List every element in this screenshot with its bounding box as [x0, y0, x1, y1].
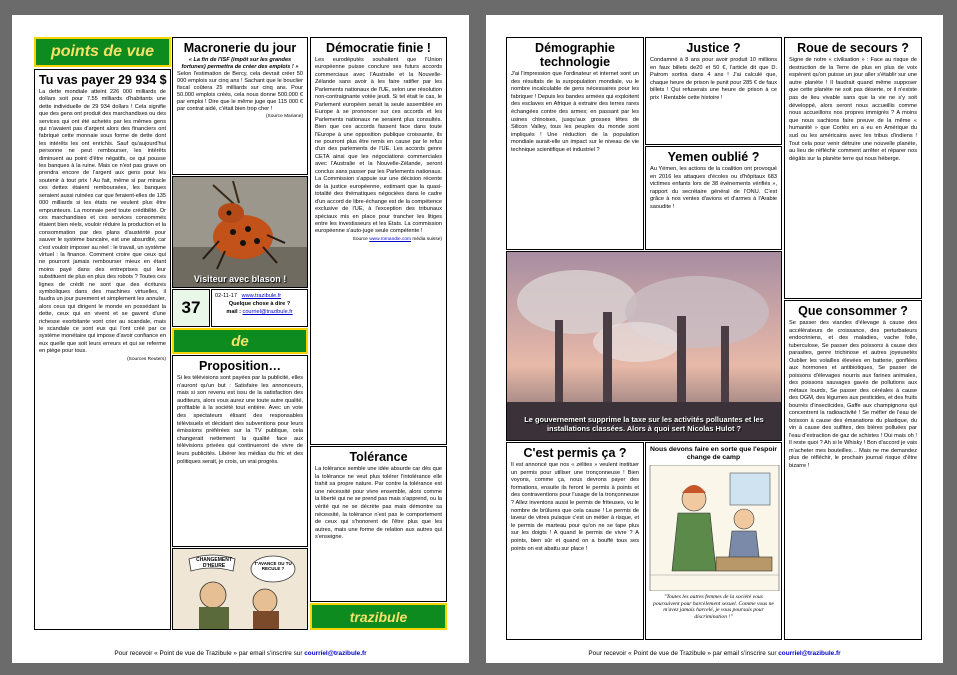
issue-number	[172, 289, 210, 327]
article-justice	[645, 37, 782, 145]
issue-date: 02-11-17	[215, 293, 237, 299]
article-tolerance-body: La tolérance semble une idée absurde car dès que la tolérance ne veut plus tolérer l'intolérance elle trahit sa propre nature. Par contre la tolérance est une nécessité pour vivre ensemble, alors comme la liberté qui ne se prend pas mais s'apprend, ou la vérité qui ne se décrète pas mais démontre sa nécessité, la tolérance n'est pas le comportement de ceux qui s'honorent de l'être plus que les autres, mais une forme de relation aux autres qui s'enseigne.	[315, 466, 442, 541]
article-tolerance	[310, 446, 447, 602]
footer-left	[12, 650, 469, 657]
article-macronerie-source: (Source Mariane)	[265, 114, 303, 120]
article-demographie	[506, 37, 644, 250]
footer-left-email[interactable]: courriel@trazibule.fr	[304, 650, 367, 657]
newsletter-page-right	[486, 15, 943, 663]
article-democratie-source-suffix: média suisse)	[411, 236, 442, 242]
article-macronerie-title: Macronerie du jour	[183, 41, 297, 55]
article-permis-body: Il est annoncé que nos « zélites » veulent instituer un permis pour utiliser une tronçonneuse ! Bien voyons, comme ça, nous devrons payer des formations, ensuite ils feront le permis à points et des contraventions pour l'usage de la tronçonneuse ? Allez inventons aussi le permis de friteuses, vu le nombre de brûlures que cela cause ! Le permis de laveur de vitres puisque c'est un métier à risque, et le permis de marteau pour qu'on ne se tape plus sur les doigts ! A quand le permis de vivre ? A points, bien sûr et quand on a bouffé tous ses points on est abattu sur place !	[511, 462, 639, 552]
article-yemen-title: Yemen oublié ?	[667, 150, 760, 164]
article-democratie-source-link[interactable]: www.romandie.com	[369, 236, 412, 242]
article-yemen	[645, 146, 782, 250]
cartoon-espoir-caption: "Toutes les autres femmes de la société vous poursuivent pour harcèlement sexuel. Comme vous ne m'avez jamais harcelé, je vous poursuis pour discrimination !"	[653, 594, 774, 620]
article-roue-title: Roue de secours ?	[797, 41, 909, 55]
article-justice-body: Condamné à 8 ans pour avoir produit 10 millions en faux billets de20 et 50 €, l'article dit que D. Patrom sortira dans 4 ans ! J'ai calculé que, chaque heure de prison le punit pour 285 € de faux billets ! Qui refuserais une heure de prison à ce prix ! Rentable cette histoire !	[650, 57, 777, 101]
article-macronerie	[172, 37, 308, 175]
masthead-text: points de vue	[50, 43, 155, 60]
footer-right-text: Pour recevoir « Point de vue de Trazibule » par email s'inscrire sur	[588, 650, 779, 657]
cartoon-sign-text: CHANGEMENT D'HEURE	[196, 557, 232, 569]
cartoon-espoir-drawing	[646, 465, 782, 591]
issue-mail-link[interactable]: courriel@trazibule.fr	[242, 309, 293, 315]
cartoon-bubble-text: T'AVANCE OU TU RECULE ?	[254, 561, 292, 571]
article-permis-title: C'est permis ça ?	[523, 446, 627, 460]
footer-right-email[interactable]: courriel@trazibule.fr	[778, 650, 841, 657]
article-demographie-body: J'ai l'impression que l'ordinateur et internet sont un des résultats de la surpopulation mondiale, vu le nombre incalculable de gens nécessaires pour les fabriquer ! Depuis les bandes armées qui exploitent des esclaves en Afrique à extraire des terres rares échangées contre des armes; en passant par les usines chinoises, jusqu'aux grosses têtes de Silicon Valley, tous les peuples du monde sont impliqués ! Une réduction de la population mondiale aurait-elle un impact sur le niveau de vie technique scientifique et industriel ?	[511, 71, 639, 153]
beetle-photo	[172, 176, 308, 288]
cartoon-changement-heure	[172, 548, 308, 630]
newsletter-page-left	[12, 15, 469, 663]
beetle-photo-caption: Visiteur avec blason !	[193, 274, 287, 284]
article-dette	[34, 69, 171, 630]
article-yemen-body: Au Yémen, les actions de la coalition ont provoqué en 2016 les attaques d'écoles ou d'hôpitaux 683 victimes enfants lors de 38 événements vérifiés », rapport du secrétaire général de l'ONU. C'est grâce à nos ventes d'avions et d'armes à l'Arabie saoudite !	[650, 166, 777, 210]
issue-question: Quelque chose à dire ?	[228, 301, 291, 307]
masthead-de	[172, 328, 308, 354]
cartoon-espoir	[645, 442, 782, 640]
article-macronerie-subtitle: « La fin de l'ISF (impôt sur les grandes fortunes) permettra de créer des emplois ! »	[181, 57, 299, 71]
footer-right	[486, 650, 943, 657]
article-roue-body: Signe de notre « civilisation » : Face au risque de destruction de la Terre de plus en plus de voix espèrent qu'on puisse un jour aller s'établir sur une autre planète ! Il faudrait quand même supposer que cette planète ne soit pas déserte, or il n'existe pas de lieu vivable sans que la vie ne s'y soit développé, alors seront nous accueillis comme nous accueillons nos propres immigrés ? A moins que nous sachions faire preuve de la même « humanité » que Cortès en a eu en Amérique du sud ou les américains avec les tribus d'indiens ! Tout cela pour venir détruire une nouvelle planète, au lieu de réfléchir comment arrêter et réparer nos dégâts sur la planète terre qui nous héberge.	[789, 57, 917, 162]
masthead-points-de-vue	[34, 37, 171, 67]
beetle-illustration	[173, 177, 308, 288]
article-consommer-body: Se passer des viandes d'élevage à cause des accélérateurs de croissance, des perturbateurs endocriniens, et des maladies, vache folle, tuberculose, Se passer des poissons à cause des parasites, genre trichinose et autres joyeusetés Oublier les volailles élevées en batterie, gonflées aux hormones et antibiotiques, Se passer de poissons d'élevages nourris aux farines animales, des poissons sauvages gavés de pollutions aux métaux lourds, Se passer des céréales à cause des OGM, des légumes aux pesticides, et des fruits bourrés d'insecticides, Gaffe aux champignons qui concentrent la radioactivité ! Se méfier de l'eau de boisson à cause des émanations du plastique, du vin à cause des sulfites, des bières polluées par l'eau d'extraction de gaz de schistes ! Oui mais oh ! Il reste quoi ? Ah si le Whisky ! Bon d'accord je vais m'acheter mes bouteilles… Mais ne me demandez plus de réfléchir, le prochain journal risque d'être bizarre !	[789, 320, 917, 469]
article-democratie-title: Démocratie finie !	[326, 41, 431, 55]
article-proposition	[172, 355, 308, 547]
article-permis	[506, 442, 644, 640]
article-dette-title: Tu vas payer 29 934 $	[39, 73, 167, 87]
issue-site-link[interactable]: www.trazibule.fr	[241, 293, 282, 299]
pollution-photo	[506, 251, 782, 441]
article-justice-title: Justice ?	[686, 41, 741, 55]
masthead-trazibule-text: trazibule	[349, 608, 408, 625]
article-dette-source: (Sources Reuters)	[127, 356, 166, 362]
article-roue	[784, 37, 922, 299]
factory-smoke-illustration	[507, 252, 782, 441]
article-democratie-source-line	[311, 236, 446, 243]
article-democratie-source-label: Source	[352, 236, 370, 242]
article-democratie	[310, 37, 447, 445]
article-consommer	[784, 300, 922, 640]
masthead-trazibule	[310, 603, 447, 630]
issue-number-value: 37	[181, 298, 201, 317]
article-proposition-body: Si les télévisions sont payées par la publicité, elles n'auront qu'un but : Satisfaire les annonceurs, mais si son revenu est issu de la satisfaction des auditeurs, alors vous aurez une toute autre qualité, profitable à la société tout entière. Avec un vote des spectateurs élisant des responsables télévisuels et décidant des subventions pour leurs émissions préférées sur la TV publique, cela changerait nettement la qualité face aux télévisions privées qui continueront de vivre de leurs publicités. Libérer les médias du fric et des politiques serait, je crois, un vrai progrès.	[177, 375, 303, 465]
pollution-photo-caption: Le gouvernement supprime la taxe sur les activités polluantes et les installations classées. Alors à quoi sert Nicolas Hulot ?	[524, 415, 764, 433]
masthead-de-text: de	[231, 332, 249, 350]
article-democratie-body: Les eurodéputés souhaitent que l'Union européenne puisse conclure ses futurs accords commerciaux avec l'Australie et la Nouvelle-Zélande sans avoir à les faire ratifier par les Parlements nationaux de l'UE, selon une résolution non-contraignante votée jeudi. Si tel était le cas, le Parlement européen serait la seule assemblée en Europe à se prononcer sur ces accords et les Parlements nationaux ne seraient plus consultés. Bien que ces accords fassent face dans toute l'Europe à une opposition publique croissante, ils ne pourront plus être remis en cause par le refus d'un des parlements de l'UE. Les accords genre CETA ainsi que les négociations commerciales avec l'Australie et la Nouvelle-Zélande, seront conclus sans passer par les Parlements nationaux. La Commission s'appuie sur une décision récente de la justice européenne, estimant que la quasi-totalité des thématiques négociées dans le cadre d'un accord de libre-échange est de la compétence exclusive de l'UE, à l'exception des tribunaux spéciaux mis en place pour trancher les litiges entre les investisseurs et les Etats. La commission européenne s'auto-juge seule compétente !	[315, 57, 442, 235]
issue-info	[211, 289, 308, 327]
article-dette-body: La dette mondiale atteint 226 000 milliards de dollars soit pour 7.55 milliards d'habitants une dette individuelle de 29 934 dollars ! Cela signifie que des gens ont produit des marchandises ou des services qui ont été achetés par les mêmes gens qui n'avaient pas d'argent alors des financiers ont fabriqué cette monnaie sous forme de dette dont les intérêts les ont enrichis. Sauf qu'aujourd'hui personne ne peut rembourser, les intérêts diminuent au point d'être négatifs, ce qui pousse les banques à la ruine. Mais ce n'est pas grave on prendra encore de l'argent aux gens pour les soutenir à tout prix ! Au fait, même si par miracle ces dettes étaient remboursées, les banques seraient aussi ruinées car que feraient-elles de 135 000 milliards si les états ne veulent plus être emprunteurs. La monnaie perd toute crédibilité. Or ces marchandises et ces services consommés étaient bien réels, vouloir réduire la production et la consommation par des plans d'austérité pour sauver le système bancaire, est une absurdité, car c'est vouloir imposer au réel : le travail, un système virtuel : la finance. Comment croire que ceux qui ne pourront jamais rembourser mieux en étant moins payé dans des entreprises qui leur substituent de plus en plus des robots ? Toutes ces lignes de crédit ne sont que des écritures symboliques dans des machines virtuelles, il faudra un jour purement et simplement les annuler, alors ceux qui dirigent le monde en possédant la dette, ceux qui en vivent et se gavent d'une richesse exorbitante vont crier au scandale, mais le scandale ce sont eux qui l'ont créé par ce système monétaire qui impose d'avoir confiance en eux quelle que soit leurs erreurs et qui se referme en piège pour tous.	[39, 89, 166, 355]
article-tolerance-title: Tolérance	[349, 450, 408, 464]
article-demographie-title: Démographie technologie	[535, 41, 615, 69]
issue-mail-label: mail :	[226, 309, 243, 315]
article-proposition-title: Proposition…	[199, 359, 281, 373]
article-macronerie-body: Selon l'estimation de Bercy, cela devrait créer 50 000 emplois sur cinq ans ! Sachant que le bouclier fiscal coûtera 25 milliards sur cinq ans. Pour 50.000 emplois créés, cela nous donne 500.000 € par emploi ! Dire que le même juge que 115 000 € par contrat aidé, c'était bien trop cher !	[177, 71, 303, 113]
footer-left-text: Pour recevoir « Point de vue de Trazibule » par email s'inscrire sur	[114, 650, 305, 657]
cartoon-espoir-title: Nous devons faire en sorte que l'espoir change de camp	[650, 446, 778, 461]
article-consommer-title: Que consommer ?	[798, 304, 908, 318]
